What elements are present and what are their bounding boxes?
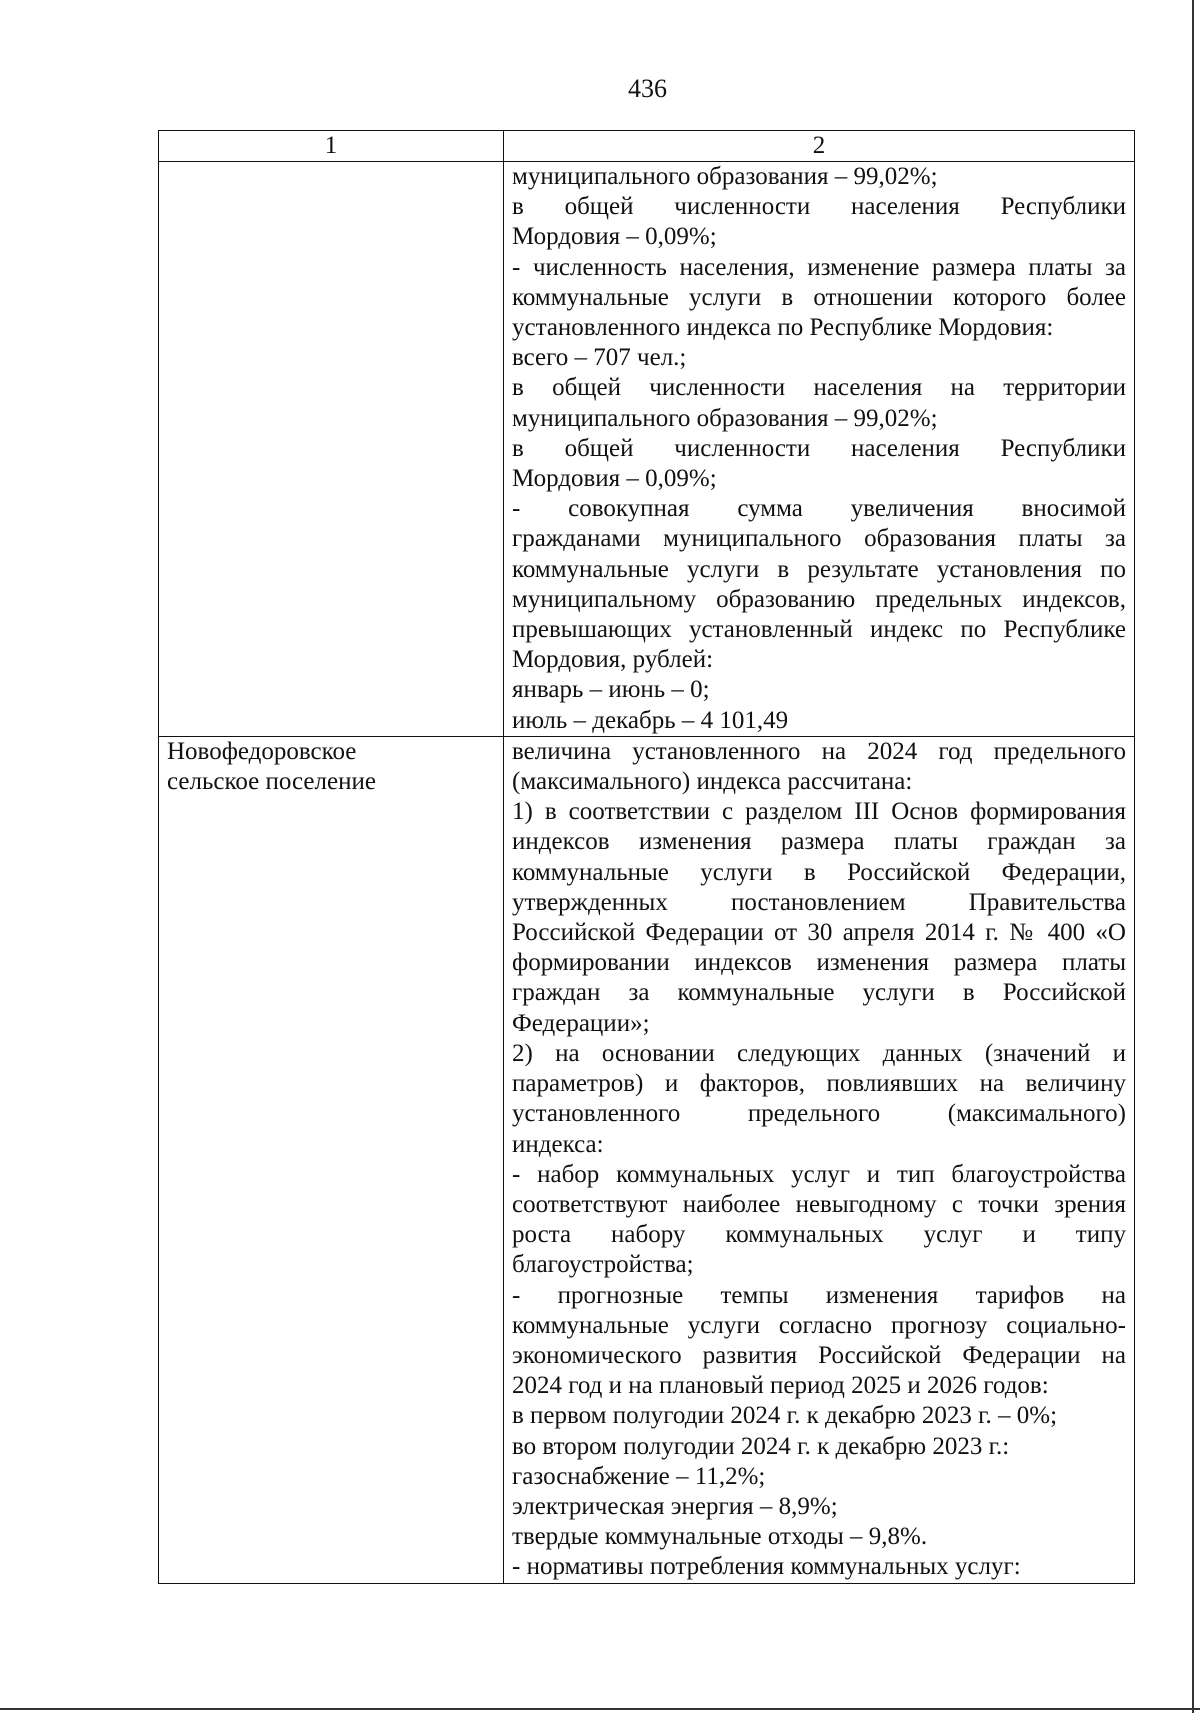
description-line: параметров) и факторов, повлиявших на величину (512, 1070, 1126, 1098)
description-line: - совокупная сумма увеличения вносимой (512, 495, 1126, 523)
description-line: индекса: (512, 1130, 604, 1158)
table-row (159, 736, 1135, 1583)
description-line: граждан за коммунальные услуги в Российской (512, 979, 1126, 1007)
description-line: гражданами муниципального образования платы за (512, 525, 1126, 553)
description-line: муниципального образования – 99,02%; (512, 404, 938, 432)
document-table (158, 130, 1135, 1584)
description-line: в общей численности населения Республики (512, 193, 1126, 221)
description-line: газоснабжение – 11,2%; (512, 1462, 766, 1490)
description-line: установленного предельного (максимального) (512, 1100, 1126, 1128)
description-line: Российской Федерации от 30 апреля 2014 г. № 400 «О (512, 919, 1126, 947)
table-header-row (159, 131, 1135, 162)
description-line: в общей численности населения на территории (512, 374, 1126, 402)
description-line: муниципального образования – 99,02%; (512, 163, 938, 190)
cell-description (504, 162, 1135, 737)
description-line: в первом полугодии 2024 г. к декабрю 2023 г. – 0%; (512, 1402, 1058, 1430)
description-line: роста набору коммунальных услуг и типу (512, 1221, 1126, 1249)
description-line: коммунальные услуги в результате установления по (512, 555, 1126, 583)
description-line: Мордовия – 0,09%; (512, 465, 717, 493)
description-line: Федерации»; (512, 1009, 650, 1037)
description-line: январь – июнь – 0; (512, 676, 710, 704)
cell-municipality (159, 736, 504, 1583)
description-line: во втором полугодии 2024 г. к декабрю 2023 г.: (512, 1432, 1010, 1460)
description-line: превышающих установленный индекс по Республике (512, 616, 1126, 644)
description-line: - нормативы потребления коммунальных услуг: (512, 1553, 1021, 1581)
description-line: - численность населения, изменение размера платы за (512, 253, 1126, 281)
description-line: экономического развития Российской Федерации на (512, 1341, 1126, 1369)
description-line: Мордовия, рублей: (512, 646, 714, 674)
description-line: индексов изменения размера платы граждан за (512, 828, 1126, 856)
description-line: электрическая энергия – 8,9%; (512, 1492, 838, 1520)
municipality-name-line: сельское поселение (167, 768, 376, 796)
description-line: благоустройства; (512, 1251, 694, 1279)
description-line: - набор коммунальных услуг и тип благоустройства (512, 1160, 1126, 1188)
description-line: 1) в соответствии с разделом III Основ формирования (512, 798, 1126, 826)
description-line: - прогнозные темпы изменения тарифов на (512, 1281, 1126, 1309)
column-header-1: 1 (159, 131, 504, 162)
scan-edge-line (1192, 0, 1194, 1713)
description-line: 2024 год и на плановый период 2025 и 2026 годов: (512, 1372, 1049, 1400)
description-line: (максимального) индекса рассчитана: (512, 768, 913, 796)
description-line: твердые коммунальные отходы – 9,8%. (512, 1523, 928, 1551)
description-line: коммунальные услуги согласно прогнозу социально- (512, 1311, 1126, 1339)
description-line: установленного индекса по Республике Мордовия: (512, 314, 1054, 342)
description-line: муниципальному образованию предельных индексов, (512, 585, 1126, 613)
description-line: 2) на основании следующих данных (значений и (512, 1039, 1126, 1067)
municipality-name-line: Новофедоровское (167, 737, 357, 765)
description-line: Мордовия – 0,09%; (512, 223, 717, 251)
column-header-2: 2 (504, 131, 1135, 162)
description-line: июль – декабрь – 4 101,49 (512, 706, 789, 734)
description-line: соответствуют наиболее невыгодному с точки зрения (512, 1190, 1126, 1218)
description-line: коммунальные услуги в отношении которого более (512, 283, 1126, 311)
description-line: коммунальные услуги в Российской Федерации, (512, 858, 1126, 886)
description-line: в общей численности населения Республики (512, 434, 1126, 462)
description-line: формировании индексов изменения размера платы (512, 949, 1126, 977)
cell-description (504, 736, 1135, 1583)
page-number: 436 (628, 74, 667, 103)
table-row (159, 162, 1135, 737)
description-line: всего – 707 чел.; (512, 344, 687, 372)
scan-bottom-line (0, 1708, 1200, 1710)
description-line: утвержденных постановлением Правительства (512, 888, 1126, 916)
description-line: величина установленного на 2024 год предельного (512, 737, 1126, 765)
cell-municipality (159, 162, 504, 737)
